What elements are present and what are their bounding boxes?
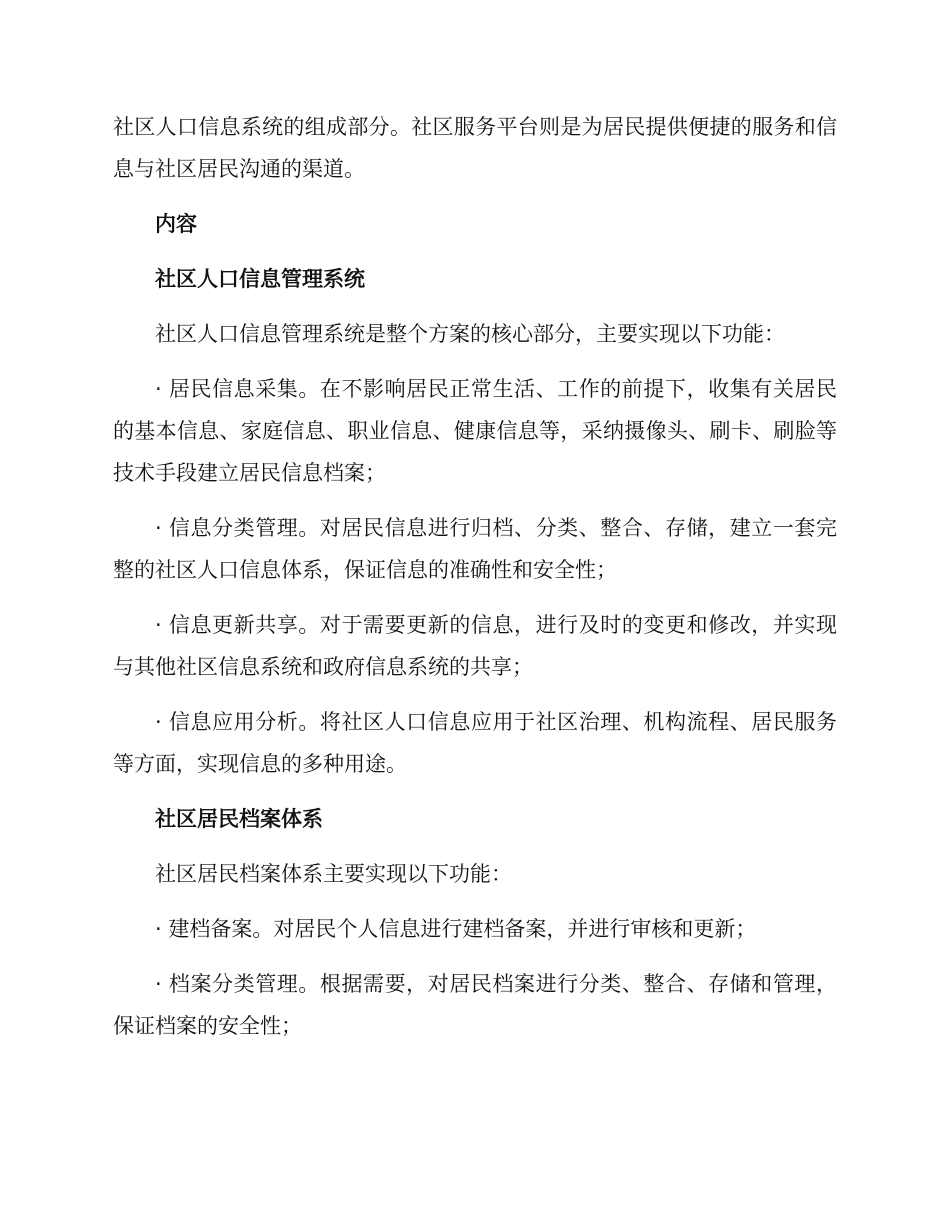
paragraph-archive-intro: 社区居民档案体系主要实现以下功能： (155, 862, 512, 886)
bullet-info-classification: · 信息分类管理。对居民信息进行归档、分类、整合、存储，建立一套完整的社区人口信息体系，保证信息的准确性和安全性； (113, 516, 837, 582)
section-heading-resident-archive: 社区居民档案体系 (155, 807, 323, 831)
document-page (113, 106, 837, 1060)
paragraph-continuation: 社区人口信息系统的组成部分。社区服务平台则是为居民提供便捷的服务和信息与社区居民沟通的渠道。 (113, 115, 837, 181)
paragraph-system-intro: 社区人口信息管理系统是整个方案的核心部分，主要实现以下功能： (155, 322, 785, 346)
bullet-info-update-sharing: · 信息更新共享。对于需要更新的信息，进行及时的变更和修改，并实现与其他社区信息系统和政府信息系统的共享； (113, 613, 837, 679)
bullet-archive-filing: · 建档备案。对居民个人信息进行建档备案，并进行审核和更新； (155, 917, 757, 941)
bullet-info-application: · 信息应用分析。将社区人口信息应用于社区治理、机构流程、居民服务等方面，实现信息的多种用途。 (113, 710, 837, 776)
bullet-info-collection: · 居民信息采集。在不影响居民正常生活、工作的前提下，收集有关居民的基本信息、家庭信息、职业信息、健康信息等，采纳摄像头、刷卡、刷脸等技术手段建立居民信息档案； (113, 377, 837, 485)
section-heading-content: 内容 (155, 212, 197, 236)
bullet-archive-classification: · 档案分类管理。根据需要，对居民档案进行分类、整合、存储和管理，保证档案的安全性； (113, 972, 837, 1038)
section-heading-population-info-system: 社区人口信息管理系统 (155, 267, 365, 291)
